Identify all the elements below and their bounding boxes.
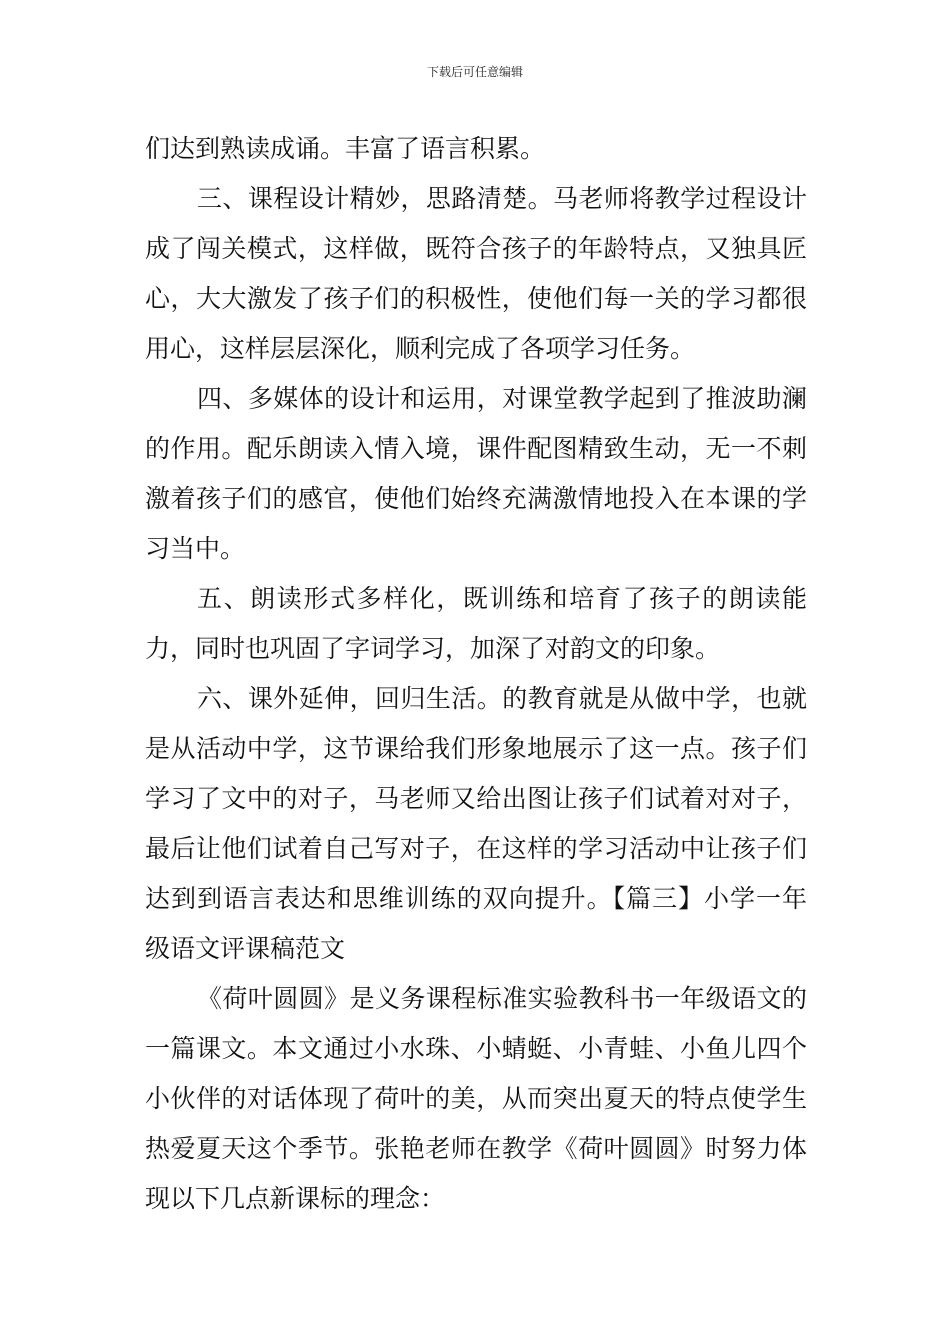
paragraph-2 [145, 174, 807, 374]
text-line: 具匠心，大大激发了孩子们的积极性，使他们每一关的学 [145, 234, 807, 313]
paragraph-1 [145, 124, 807, 174]
text-line: 让孩子们达到到语言表达和思维训练的双向提升。【篇 [145, 834, 807, 913]
text-line: 澜的作用。配乐朗读入情入境，课件配图精致生动，无一 [145, 384, 807, 463]
paragraph-3 [145, 374, 807, 574]
paragraph-5 [145, 674, 807, 974]
text-line: 时努力体现以下几点新课标的理念： [145, 1134, 807, 1213]
page-header-note: 下载后可任意编辑 [426, 65, 523, 79]
text-line: 四个小伙伴的对话体现了荷叶的美，从而突出夏天的特点 [145, 1034, 807, 1113]
text-line: 四、多媒体的设计和运用，对课堂教学起到了推波助 [197, 384, 782, 413]
text-line: 们达到熟读成诵。丰富了语言积累。 [145, 134, 546, 163]
text-line: 使学生热爱夏天这个季节。张艳老师在教学《荷叶圆圆》 [145, 1084, 807, 1163]
text-line: 《荷叶圆圆》是义务课程标准实验教科书一年级语文 [197, 984, 782, 1013]
paragraph-4 [145, 574, 807, 674]
text-line: 五、朗读形式多样化，既训练和培育了孩子的朗读能 [197, 584, 807, 613]
text-line: 力，同时也巩固了字词学习，加深了对韵文的印象。 [145, 634, 721, 663]
text-line: 三、课程设计精妙，思路清楚。马老师将教学过程设 [197, 184, 782, 213]
text-line: 的一篇课文。本文通过小水珠、小蜻蜓、小青蛙、小鱼儿 [145, 984, 807, 1063]
text-line: 不刺激着孩子们的感官，使他们始终充满激情地投入在本 [145, 434, 807, 513]
text-line: 六、课外延伸，回归生活。的教育就是从做中学，也 [197, 684, 782, 713]
text-line: 对子，最后让他们试着自己写对子，在这样的学习活动中 [145, 784, 807, 863]
text-line: 就是从活动中学，这节课给我们形象地展示了这一点。孩 [145, 684, 807, 763]
text-line: 习都很用心，这样层层深化，顺利完成了各项学习任务。 [145, 284, 807, 363]
text-line: 三】小学一年级语文评课稿范文 [145, 884, 807, 963]
text-line: 课的学习当中。 [145, 484, 807, 563]
document-body [145, 124, 807, 1224]
text-line: 子们学习了文中的对子，马老师又给出图让孩子们试着对 [145, 734, 807, 813]
paragraph-6 [145, 974, 807, 1224]
text-line: 计成了闯关模式，这样做，既符合孩子的年龄特点，又独 [145, 184, 807, 263]
